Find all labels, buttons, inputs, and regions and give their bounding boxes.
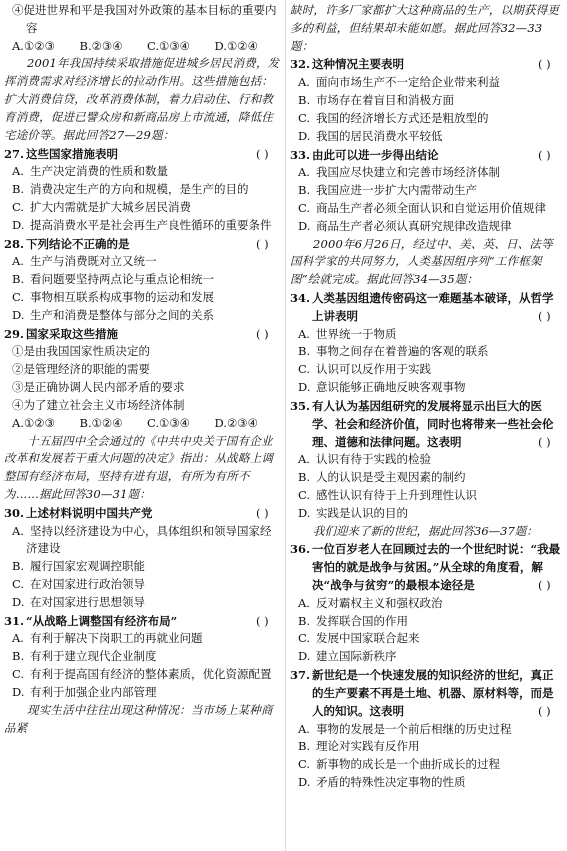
- option-text: 有利于加强企业内部管理: [30, 684, 157, 699]
- question-number: 35.: [290, 398, 311, 413]
- question-36: [290, 541, 564, 666]
- option-text: 市场存在着盲目和消极方面: [316, 93, 454, 108]
- option-text: 在对国家进行思想领导: [30, 594, 145, 609]
- option-key: D.: [298, 380, 311, 395]
- answer-option: [294, 648, 564, 666]
- answer-option: [294, 738, 564, 756]
- answer-option: [294, 326, 564, 344]
- option-text: 在对国家进行政治领导: [30, 577, 145, 591]
- option-text: 提高消费水平是社会再生产良性循环的重要条件: [30, 217, 272, 232]
- option-key: C.: [12, 290, 25, 304]
- question-number: 30.: [4, 505, 25, 520]
- answer-option: [294, 200, 564, 218]
- answer-option: [294, 756, 564, 774]
- option-key: A.: [298, 721, 310, 736]
- question-34: [290, 290, 564, 397]
- option-key: D.: [12, 217, 25, 232]
- question-stem: 27. 这些国家措施表明 ( ): [4, 146, 282, 164]
- option-text: 事物的发展是一个前后相继的历史过程: [316, 721, 512, 736]
- answer-option: [294, 74, 564, 92]
- answer-option: [8, 648, 282, 666]
- question-text: “从战略上调整国有经济布局”: [26, 613, 178, 628]
- option-key: C.: [298, 487, 311, 502]
- answer-option: [294, 164, 564, 182]
- option-key: A.: [298, 165, 310, 180]
- question-text: 人类基因组遗传密码这一难题基本破译，从哲学上讲表明: [312, 291, 554, 323]
- option-key: C.: [12, 577, 25, 591]
- reading-passage: 我们迎来了新的世纪，据此回答36—37题：: [313, 523, 538, 538]
- answer-choice: C.①③④: [147, 415, 190, 430]
- question-35: [290, 398, 564, 523]
- answer-option: [8, 163, 282, 181]
- option-text: 有利于解决下岗职工的再就业问题: [30, 631, 203, 646]
- option-text: 事物相互联系构成事物的运动和发展: [30, 290, 214, 304]
- option-key: B.: [298, 739, 311, 754]
- answer-option: [294, 487, 564, 505]
- question-33: [290, 147, 564, 236]
- question-text: 下列结论不正确的是: [26, 236, 130, 251]
- answer-option: [8, 594, 282, 612]
- option-text: 我国应尽快建立和完善市场经济体制: [316, 165, 500, 180]
- option-key: A.: [298, 452, 310, 467]
- question-29: [4, 326, 282, 433]
- question-number: 32.: [290, 57, 311, 72]
- answer-choice: B.②③④: [79, 38, 123, 53]
- option-text: 理论对实践有反作用: [316, 739, 420, 754]
- answer-choice: A.①②③: [12, 38, 55, 53]
- answer-option: [294, 721, 564, 739]
- option-key: A.: [298, 326, 310, 341]
- answer-choice: D.②③④: [214, 415, 258, 430]
- option-key: D.: [298, 505, 311, 520]
- answer-option: [8, 271, 282, 289]
- answer-option: [294, 128, 564, 146]
- option-key: A.: [298, 75, 310, 90]
- option-text: 生产和消费是整体与部分之间的关系: [30, 307, 214, 322]
- statement-item: ②是管理经济的职能的需要: [12, 362, 150, 377]
- option-text: 世界统一于物质: [316, 326, 397, 341]
- answer-option: [294, 182, 564, 200]
- answer-option: [8, 253, 282, 271]
- option-text: 感性认识有待于上升到理性认识: [316, 487, 477, 502]
- statement-item: ④促进世界和平是我国对外政策的基本目标的重要内容: [12, 3, 277, 35]
- answer-option: [294, 613, 564, 631]
- option-text: 人的认识是受主观因素的制约: [316, 470, 466, 485]
- option-key: A.: [12, 523, 24, 538]
- option-text: 我国应进一步扩大内需带动生产: [316, 183, 477, 198]
- option-key: A.: [12, 631, 24, 646]
- question-number: 37.: [290, 668, 311, 683]
- question-text: 一位百岁老人在回顾过去的一个世纪时说：“我最害怕的就是战争与贫困。”从全球的角度看，解决“战争与贫穷”的最根本途径是: [312, 542, 561, 592]
- option-text: 看问题要坚持两点论与重点论相统一: [30, 272, 214, 287]
- question-number: 28.: [4, 236, 25, 251]
- question-stem: 32. 这种情况主要表明 ( ): [290, 56, 564, 74]
- question-stem: 37. 新世纪是一个快速发展的知识经济的世纪，真正的生产要素不再是土地、机器、原材料等，而是人的知识。这表明 ( ): [290, 668, 554, 718]
- option-key: C.: [298, 631, 311, 646]
- option-text: 认识有待于实践的检验: [316, 452, 431, 467]
- answer-option: [294, 361, 564, 379]
- reading-passage: 十五届四中全会通过的《中共中央关于国有企业改革和发展若干重大问题的决定》指出：从战略上调整国有经济布局，坚持有进有退，有所为有所不为……据此回答30—31题：: [4, 433, 274, 501]
- answer-option: [294, 505, 564, 523]
- option-text: 反对霸权主义和强权政治: [316, 595, 443, 610]
- option-text: 建立国际新秩序: [316, 649, 397, 664]
- question-text: 这些国家措施表明: [26, 146, 118, 161]
- reading-passage: 缺时，许多厂家都扩大这种商品的生产，以期获得更多的利益，但结果却未能如愿。据此回答32—33题：: [290, 3, 560, 53]
- question-number: 36.: [290, 542, 311, 557]
- option-text: 生产决定消费的性质和数量: [30, 164, 168, 179]
- answer-option: [294, 218, 564, 236]
- answer-option: [8, 666, 282, 684]
- question-37: [290, 667, 564, 792]
- option-text: 事物之间存在着普遍的客观的联系: [316, 344, 489, 359]
- option-text: 我国的居民消费水平较低: [316, 128, 443, 143]
- question-number: 31.: [4, 613, 25, 628]
- right-column: [290, 2, 564, 792]
- option-key: A.: [298, 595, 310, 610]
- option-key: B.: [298, 183, 311, 198]
- question-text: 这种情况主要表明: [312, 57, 404, 72]
- option-key: B.: [298, 344, 311, 359]
- reading-passage: 现实生活中往往出现这种情况：当市场上某种商品紧: [4, 702, 273, 735]
- option-text: 坚持以经济建设为中心，具体组织和领导国家经济建设: [26, 523, 272, 556]
- answer-choice: A.①②③: [12, 415, 55, 430]
- column-divider: [285, 0, 286, 851]
- option-key: D.: [298, 774, 311, 789]
- answer-option: [8, 217, 282, 235]
- question-number: 33.: [290, 147, 311, 162]
- reading-passage: 2001年我国持续采取措施促进城乡居民消费，发挥消费需求对经济增长的拉动作用。这些措施包括：扩大消费信贷，改革消费体制，着力启动住、行和教育消费，促进已譬众房和新商品房上市流通，降低住宅途价等。据此回答27—29题：: [4, 56, 280, 142]
- option-text: 发展中国家联合起来: [316, 631, 420, 646]
- option-text: 我国的经济增长方式还是粗放型的: [316, 110, 489, 125]
- answer-option: [294, 379, 564, 397]
- option-key: C.: [298, 362, 311, 377]
- option-key: A.: [12, 164, 24, 179]
- option-key: D.: [12, 594, 25, 609]
- question-text: 有人认为基因组研究的发展将显示出巨大的医学、社会和经济价值，同时也将带来一些社会伦理、道德和法律问题。这表明: [312, 398, 554, 449]
- question-27: [4, 146, 282, 235]
- statement-item: ①是由我国国家性质决定的: [12, 344, 150, 359]
- option-text: 新事物的成长是一个曲折成长的过程: [316, 757, 500, 772]
- option-text: 面向市场生产不一定给企业带来利益: [316, 75, 500, 90]
- option-key: B.: [12, 649, 25, 664]
- question-stem: 31. “从战略上调整国有经济布局” ( ): [4, 613, 282, 631]
- answer-choice: C.①③④: [147, 38, 190, 53]
- option-key: C.: [12, 667, 25, 682]
- question-text: 新世纪是一个快速发展的知识经济的世纪，真正的生产要素不再是土地、机器、原材料等，而是人的知识。这表明: [312, 668, 554, 718]
- option-key: B.: [298, 93, 311, 108]
- answer-choice: B.①②④: [79, 415, 123, 430]
- option-key: B.: [298, 613, 311, 628]
- option-text: 生产与消费既对立又统一: [30, 254, 157, 269]
- option-key: C.: [12, 199, 25, 214]
- question-28: [4, 236, 282, 325]
- answer-choice: D.①②④: [214, 38, 258, 53]
- option-key: B.: [12, 559, 25, 574]
- option-key: B.: [12, 272, 25, 287]
- option-text: 消费决定生产的方向和规模，是生产的目的: [30, 182, 249, 197]
- answer-option: [294, 469, 564, 487]
- answer-option: [8, 199, 282, 217]
- answer-option: [294, 595, 564, 613]
- answer-option: [8, 558, 282, 576]
- answer-choices: [4, 38, 282, 56]
- question-number: 34.: [290, 291, 311, 305]
- option-key: C.: [298, 200, 311, 215]
- option-key: C.: [298, 757, 311, 772]
- question-31: [4, 613, 282, 702]
- question-stem: 33. 由此可以进一步得出结论 ( ): [290, 147, 564, 165]
- question-stem: 34. 人类基因组遗传密码这一难题基本破译，从哲学上讲表明 ( ): [290, 291, 554, 323]
- option-text: 履行国家宏观调控职能: [30, 559, 145, 574]
- option-text: 矛盾的特殊性决定事物的性质: [316, 774, 466, 789]
- question-stem: 35. 有人认为基因组研究的发展将显示出巨大的医学、社会和经济价值，同时也将带来一些社会伦理、道德和法律问题。这表明 ( ): [290, 398, 554, 449]
- option-text: 实践是认识的目的: [316, 505, 408, 520]
- reading-passage: 2000年6月26日，经过中、美、英、日、法等国科学家的共同努力，人类基因组序列“工作框架图”绘就完成。据此回答34—35题：: [290, 236, 553, 287]
- option-text: 有利于提高国有经济的整体素质，优化资源配置: [30, 667, 272, 682]
- question-30: [4, 505, 282, 612]
- answer-option: [8, 289, 282, 307]
- answer-choices: [4, 415, 282, 433]
- question-stem: 28. 下列结论不正确的是 ( ): [4, 236, 282, 254]
- option-key: D.: [298, 649, 311, 664]
- option-text: 认识可以反作用于实践: [316, 362, 431, 377]
- option-key: D.: [12, 684, 25, 699]
- question-text: 上述材料说明中国共产党: [26, 505, 153, 520]
- option-text: 商品生产者必须全面认识和自觉运用价值规律: [316, 200, 546, 215]
- answer-option: [8, 576, 282, 594]
- question-text: 由此可以进一步得出结论: [312, 147, 439, 162]
- answer-option: [294, 343, 564, 361]
- option-text: 扩大内需就是扩大城乡居民消费: [30, 199, 191, 214]
- option-text: 商品生产者必须认真研究规律改造规律: [316, 218, 512, 233]
- question-32: [290, 56, 564, 145]
- question-stem: 29. 国家采取这些措施 ( ): [4, 326, 282, 344]
- question-stem: 30. 上述材料说明中国共产党 ( ): [4, 505, 282, 523]
- answer-option: [8, 181, 282, 199]
- option-key: D.: [298, 128, 311, 143]
- option-text: 意识能够正确地反映客观事物: [316, 380, 466, 395]
- option-key: D.: [12, 307, 25, 322]
- answer-option: [8, 523, 282, 559]
- answer-option: [294, 774, 564, 792]
- option-key: B.: [298, 470, 311, 485]
- answer-option: [8, 307, 282, 325]
- question-stem: 36. 一位百岁老人在回顾过去的一个世纪时说：“我最害怕的就是战争与贫困。”从全球的角度看，解决“战争与贫穷”的最根本途径是 ( ): [290, 542, 561, 592]
- statement-item: ③是正确协调人民内部矛盾的要求: [12, 380, 185, 395]
- option-text: 有利于建立现代企业制度: [30, 649, 157, 664]
- option-key: A.: [12, 254, 24, 269]
- answer-option: [294, 92, 564, 110]
- question-text: 国家采取这些措施: [26, 326, 118, 341]
- left-column: [4, 2, 282, 737]
- option-key: C.: [298, 110, 311, 125]
- option-text: 发挥联合国的作用: [316, 613, 408, 628]
- answer-option: [294, 630, 564, 648]
- question-number: 29.: [4, 326, 25, 341]
- answer-option: [294, 451, 564, 469]
- question-number: 27.: [4, 146, 25, 161]
- statement-item: ④为了建立社会主义市场经济体制: [12, 397, 185, 412]
- option-key: B.: [12, 182, 25, 197]
- answer-option: [8, 684, 282, 702]
- answer-option: [8, 630, 282, 648]
- answer-option: [294, 110, 564, 128]
- option-key: D.: [298, 218, 311, 233]
